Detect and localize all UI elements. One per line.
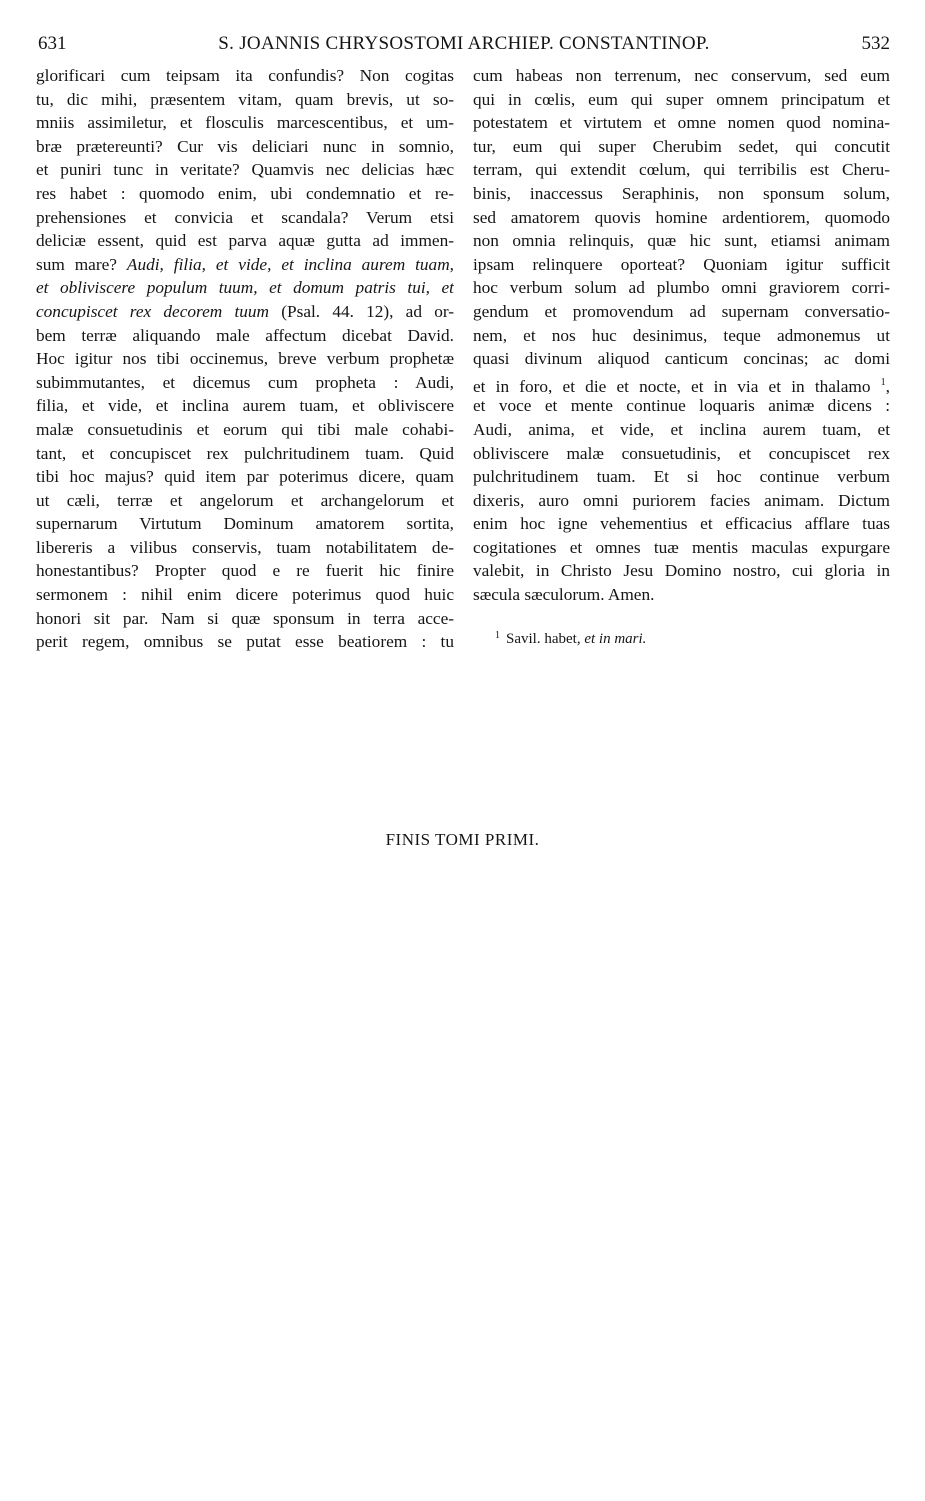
text-line: malæ consuetudinis et eorum qui tibi male cohabi- [36,419,454,439]
footnote-text: Savil. habet, [506,631,585,647]
text-line: terram, qui extendit cœlum, qui terribilis est Cheru- [473,160,890,180]
text-line [473,371,890,395]
text-line: pulchritudinem tuam. Et si hoc continue verbum [473,467,890,487]
text-line: honestantibus? Propter quod e re fuerit hic finire [36,561,454,581]
text-line: et voce et mente continue loquaris animæ dicens : [473,396,890,416]
text-line: tu, dic mihi, præsentem vitam, quam brevis, ut so- [36,89,454,109]
end-of-volume-heading: FINIS TOMI PRIMI. [385,830,540,849]
text-line: potestatem et virtutem et omne nomen quod nomina- [473,113,890,133]
text-line: ut cæli, terræ et angelorum et archangelorum et [36,490,454,510]
text-line: tur, eum qui super Cherubim sedet, qui concutit [473,136,890,156]
text-line: enim hoc igne vehementius et efficacius afflare tuas [473,514,890,534]
text-segment: et in foro, et die et nocte, et in via et in thalamo [473,376,871,395]
text-line: glorificari cum teipsam ita confundis? Non cogitas [36,66,454,85]
text-line [36,300,454,324]
text-line: supernarum Virtutum Dominum amatorem sortita, [36,514,454,534]
text-line: Hoc igitur nos tibi occinemus, breve verbum prophetæ [36,349,454,369]
scripture-quote: concupiscet rex decorem tuum [36,301,270,321]
text-line: filia, et vide, et inclina aurem tuam, et obliviscere [36,396,454,416]
text-line: honori sit par. Nam si quæ sponsum in terra acce- [36,608,454,628]
text-line: subimmutantes, et dicemus cum propheta : Audi, [36,372,454,392]
text-line: tant, et concupiscet rex pulchritudinem tuam. Quid [36,443,454,463]
text-line: hoc verbum solum ad plumbo omni graviorem corri- [473,278,890,298]
footnote-marker: 1 [495,630,500,641]
text-line: quasi divinum aliquod canticum concinas; ac domi [473,349,890,369]
left-column [36,64,454,654]
text-line: bræ prætereunti? Cur vis deliciari nunc in somnio, [36,136,454,156]
text-line: nem, et nos huc desinimus, teque admonemus ut [473,325,890,345]
text-line: qui in cœlis, eum qui super omnem principatum et [473,89,890,109]
text-line: binis, inaccessus Seraphinis, non sponsum solum, [473,183,890,203]
scripture-quote: et obliviscere populum tuum, et domum patris tui, et [36,278,454,298]
text-line: sæcula sæculorum. Amen. [473,585,655,605]
footnote-variant: et in mari. [584,631,647,647]
text-line: obliviscere malæ consuetudinis, et concupiscet rex [473,443,890,463]
text-line: ipsam relinquere oporteat? Quoniam igitur sufficit [473,254,890,274]
text-line: deliciæ essent, quid est parva aquæ gutta ad immen- [36,231,454,251]
citation: (Psal. 44. 12), ad or- [269,301,454,321]
page-number-right: 532 [861,33,890,54]
footnote-reference[interactable]: 1 [880,376,886,388]
page-number-left: 631 [38,33,67,54]
text-segment: sum mare? [36,254,127,274]
text-line: res habet : quomodo enim, ubi condemnatio et re- [36,183,454,203]
text-line: sed amatorem quovis homine ardentiorem, quomodo [473,207,890,227]
text-line: dixeris, auro omni puriorem facies animam. Dictum [473,490,890,510]
text-line: et puniri tunc in veritate? Quamvis nec delicias hæc [36,160,454,180]
text-line: non omnia relinquis, quæ hic sunt, etiamsi animam [473,231,890,251]
text-segment: , [885,376,890,395]
right-column [473,64,890,607]
text-line: bem terræ aliquando male affectum dicebat David. [36,325,454,345]
text-line: libereris a vilibus conservis, tuam notabilitatem de- [36,537,454,557]
footnote [495,626,646,649]
text-line: prehensiones et convicia et scandala? Verum etsi [36,207,454,227]
text-line: perit regem, omnibus se putat esse beatiorem : tu [36,632,454,652]
text-line: cum habeas non terrenum, nec conservum, sed eum [473,66,890,85]
running-header [38,33,890,59]
text-line: tibi hoc majus? quid item par poterimus dicere, quam [36,467,454,487]
text-line [36,253,454,277]
text-line: valebit, in Christo Jesu Domino nostro, cui gloria in [473,561,890,581]
scripture-quote: Audi, filia, et vide, et inclina aurem tuam, [126,254,454,274]
text-line [36,276,454,300]
text-line: Audi, anima, et vide, et inclina aurem tuam, et [473,419,890,439]
text-line: cogitationes et omnes tuæ mentis maculas expurgare [473,537,890,557]
text-line: sermonem : nihil enim dicere poterimus quod huic [36,585,454,605]
text-line: mniis assimiletur, et flosculis marcescentibus, et um- [36,113,454,133]
running-head-title: S. JOANNIS CHRYSOSTOMI ARCHIEP. CONSTANTINOP. [218,33,710,54]
text-line: gendum et promovendum ad supernam conversatio- [473,301,890,321]
